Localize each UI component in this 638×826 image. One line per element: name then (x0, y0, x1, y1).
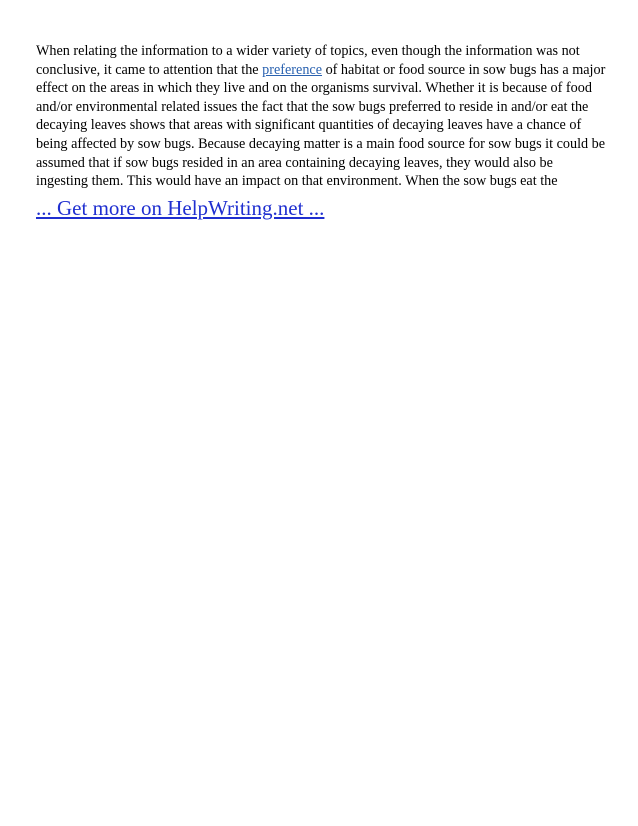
body-paragraph (36, 42, 608, 191)
get-more-link[interactable]: ... Get more on HelpWriting.net ... (36, 196, 325, 220)
paragraph-text-part-1: When relating the information to a wider variety of topics, even though the information was not conclusive, it came to attention that the (36, 43, 580, 78)
preference-link[interactable]: preference (262, 61, 323, 78)
paragraph-text-part-2: of habitat or food source in sow bugs has a major effect on the areas in which they live and on the organisms survival. Whether it is because of food and/or environmental related issues the fact that the sow bugs preferred to reside in and/or eat the decaying leaves shows that areas with significant quantities of decaying leaves have a chance of being affected by sow bugs. Because decaying matter is a main food source for sow bugs it could be assumed that if sow bugs resided in an area containing decaying leaves, they would also be ingesting them. This would have an impact on that environment. When the sow bugs eat the (36, 61, 606, 190)
